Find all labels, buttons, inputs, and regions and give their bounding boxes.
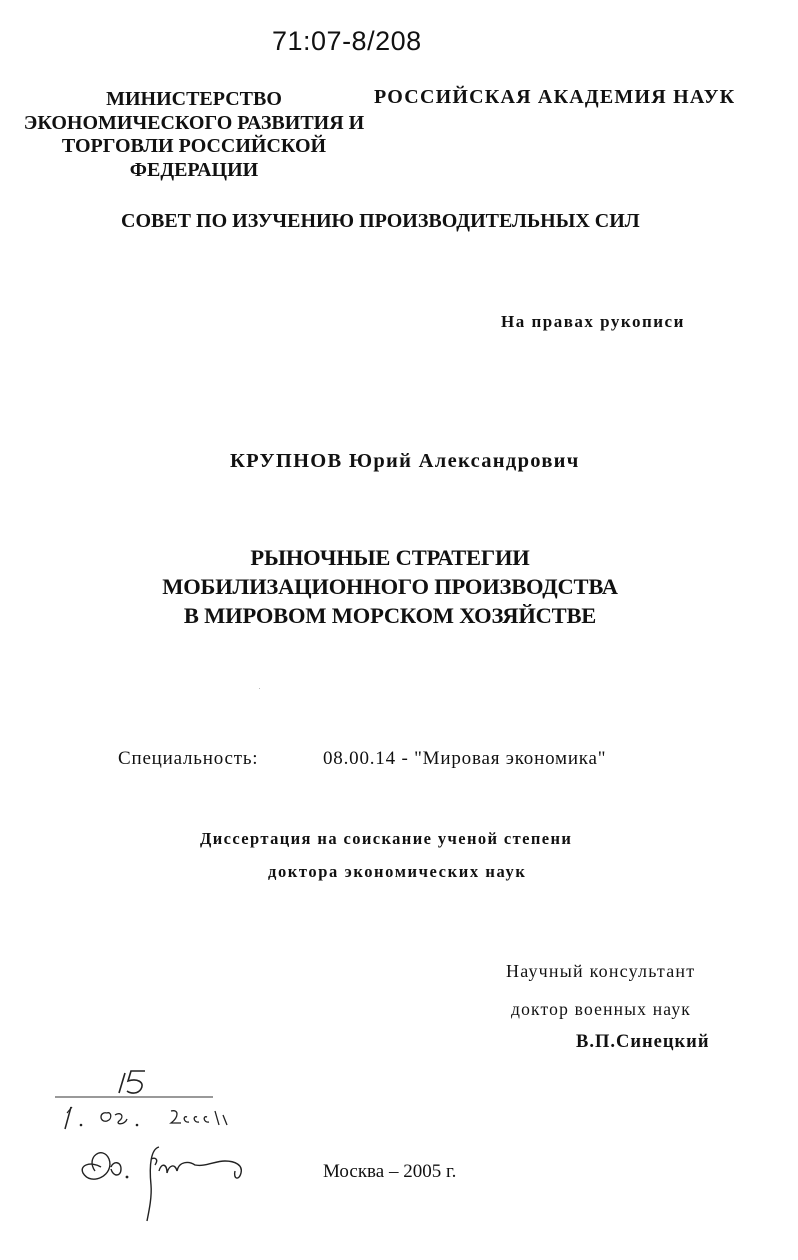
author-name: КРУПНОВ Юрий Александрович — [230, 450, 580, 472]
consultant-name: В.П.Синецкий — [576, 1032, 710, 1052]
handwritten-date-glyph — [184, 1111, 227, 1125]
ministry-line: МИНИСТЕРСТВО — [106, 88, 282, 110]
ministry-line: ЭКОНОМИЧЕСКОГО РАЗВИТИЯ И — [23, 111, 365, 134]
handwritten-number-glyph — [127, 1071, 145, 1093]
specialty-value: 08.00.14 - "Мировая экономика" — [323, 748, 607, 769]
scan-speck — [259, 688, 260, 689]
signature-glyph — [126, 1176, 129, 1179]
title-line: МОБИЛИЗАЦИОННОГО ПРОИЗВОДСТВА — [162, 574, 618, 599]
catalog-code: 71:07-8/208 — [272, 26, 422, 56]
title-line: РЫНОЧНЫЕ СТРАТЕГИИ — [250, 545, 530, 570]
consultant-title: доктор военных наук — [511, 999, 692, 1019]
ministry-name — [14, 88, 374, 182]
ministry-line: ФЕДЕРАЦИИ — [129, 158, 259, 181]
consultant-role: Научный консультант — [506, 961, 696, 981]
city-year: Москва – 2005 г. — [323, 1161, 457, 1182]
specialty-label: Специальность: — [118, 748, 259, 769]
signature-glyph — [82, 1153, 121, 1179]
degree-line-2: доктора экономических наук — [268, 862, 527, 881]
handwriting-graphic — [55, 1065, 270, 1225]
dissertation-title — [100, 543, 680, 630]
council-name: СОВЕТ ПО ИЗУЧЕНИЮ ПРОИЗВОДИТЕЛЬНЫХ СИЛ — [121, 210, 640, 232]
handwritten-date-glyph — [80, 1124, 83, 1127]
academy-name: РОССИЙСКАЯ АКАДЕМИЯ НАУК — [374, 86, 736, 108]
title-line: В МИРОВОМ МОРСКОМ ХОЗЯЙСТВЕ — [183, 603, 597, 628]
ministry-line: ТОРГОВЛИ РОССИЙСКОЙ — [61, 135, 327, 157]
handwritten-date-glyph — [101, 1113, 127, 1124]
signature-glyph — [147, 1147, 241, 1221]
handwritten-note — [55, 1065, 270, 1225]
handwritten-date-glyph — [65, 1107, 71, 1129]
handwritten-number-glyph — [119, 1073, 125, 1093]
handwritten-date-glyph — [171, 1111, 181, 1123]
degree-line-1: Диссертация на соискание ученой степени — [200, 829, 573, 848]
handwritten-date-glyph — [136, 1124, 139, 1127]
manuscript-rights: На правах рукописи — [501, 312, 685, 331]
